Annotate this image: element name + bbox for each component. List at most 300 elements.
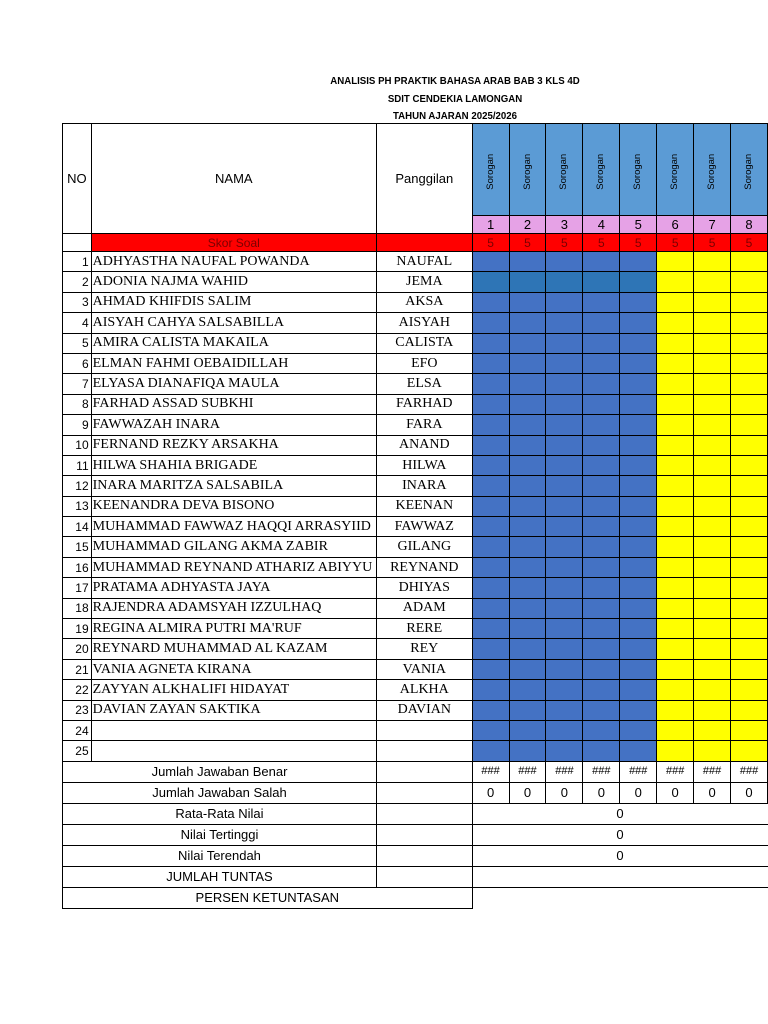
student-name: MUHAMMAD REYNAND ATHARIZ ABIYYU [91,557,376,577]
answer-cell[interactable] [583,741,620,761]
answer-cell[interactable] [472,476,509,496]
student-nickname: FAWWAZ [376,517,472,537]
student-nickname: NAUFAL [376,252,472,272]
answer-cell[interactable] [694,313,731,333]
answer-cell[interactable] [657,496,694,516]
answer-cell[interactable] [620,313,657,333]
student-row [63,435,768,455]
answer-cell[interactable] [620,476,657,496]
answer-cell[interactable] [472,639,509,659]
student-nickname: AKSA [376,292,472,312]
answer-cell[interactable] [509,455,546,475]
answer-cell[interactable] [509,557,546,577]
answer-cell[interactable] [583,578,620,598]
answer-cell[interactable] [731,517,768,537]
answer-cell[interactable] [620,578,657,598]
answer-cell[interactable] [657,557,694,577]
soal-label-header: Sorogan [694,124,731,216]
answer-cell[interactable] [620,415,657,435]
soal-number: 8 [731,216,768,234]
answer-cell[interactable] [731,374,768,394]
student-nickname: FARA [376,415,472,435]
answer-cell[interactable] [731,476,768,496]
answer-cell[interactable] [546,557,583,577]
answer-cell[interactable] [657,313,694,333]
answer-cell[interactable] [657,700,694,720]
answer-cell[interactable] [583,659,620,679]
student-nickname [376,741,472,761]
answer-cell[interactable] [546,252,583,272]
student-no: 11 [63,455,92,475]
answer-cell[interactable] [620,741,657,761]
answer-cell[interactable] [509,720,546,740]
soal-label-header: Sorogan [472,124,509,216]
student-row [63,455,768,475]
student-nickname: JEMA [376,272,472,292]
student-no: 25 [63,741,92,761]
answer-cell[interactable] [546,272,583,292]
answer-cell[interactable] [694,252,731,272]
answer-cell[interactable] [509,700,546,720]
answer-cell[interactable] [546,374,583,394]
student-name: PRATAMA ADHYASTA JAYA [91,578,376,598]
student-row [63,700,768,720]
soal-number: 5 [620,216,657,234]
answer-cell[interactable] [583,598,620,618]
answer-cell[interactable] [583,537,620,557]
answer-cell[interactable] [509,415,546,435]
student-no: 2 [63,272,92,292]
student-nickname: HILWA [376,455,472,475]
answer-cell[interactable] [472,292,509,312]
student-no: 22 [63,680,92,700]
answer-cell[interactable] [509,374,546,394]
answer-cell[interactable] [620,598,657,618]
answer-cell[interactable] [731,598,768,618]
answer-cell[interactable] [620,496,657,516]
nilai-tertinggi-label: Nilai Tertinggi [63,824,377,845]
answer-cell[interactable] [583,272,620,292]
answer-cell[interactable] [657,435,694,455]
answer-cell[interactable] [694,598,731,618]
answer-cell[interactable] [620,557,657,577]
answer-cell[interactable] [509,292,546,312]
skor-value: 5 [583,234,620,252]
soal-number: 3 [546,216,583,234]
answer-cell[interactable] [583,517,620,537]
student-nickname: CALISTA [376,333,472,353]
answer-cell[interactable] [694,496,731,516]
answer-cell[interactable] [657,659,694,679]
student-row [63,680,768,700]
soal-number: 2 [509,216,546,234]
student-row [63,741,768,761]
answer-cell[interactable] [546,720,583,740]
answer-cell[interactable] [731,700,768,720]
answer-cell[interactable] [509,272,546,292]
answer-cell[interactable] [472,374,509,394]
answer-cell[interactable] [694,353,731,373]
answer-cell[interactable] [546,394,583,414]
answer-cell[interactable] [546,496,583,516]
answer-cell[interactable] [620,700,657,720]
answer-cell[interactable] [546,435,583,455]
answer-cell[interactable] [657,680,694,700]
answer-cell[interactable] [731,313,768,333]
answer-cell[interactable] [472,435,509,455]
student-name: ZAYYAN ALKHALIFI HIDAYAT [91,680,376,700]
skor-value: 5 [620,234,657,252]
answer-cell[interactable] [694,435,731,455]
answer-cell[interactable] [620,455,657,475]
answer-cell[interactable] [546,680,583,700]
student-row [63,333,768,353]
answer-cell[interactable] [583,700,620,720]
jumlah-tuntas-value [472,866,767,887]
answer-cell[interactable] [657,455,694,475]
student-no: 24 [63,720,92,740]
student-name: AMIRA CALISTA MAKAILA [91,333,376,353]
student-no: 5 [63,333,92,353]
answer-cell[interactable] [620,537,657,557]
answer-cell[interactable] [657,272,694,292]
answer-cell[interactable] [509,313,546,333]
answer-cell[interactable] [657,720,694,740]
no-header: NO [63,124,92,234]
student-name: FAWWAZAH INARA [91,415,376,435]
persen-ketuntasan-blank [472,887,767,908]
answer-cell[interactable] [731,680,768,700]
answer-cell[interactable] [731,435,768,455]
jumlah-benar-value: ### [583,761,620,782]
answer-cell[interactable] [509,619,546,639]
answer-cell[interactable] [472,353,509,373]
answer-cell[interactable] [620,619,657,639]
jumlah-benar-value: ### [546,761,583,782]
student-row [63,537,768,557]
soal-number: 6 [657,216,694,234]
answer-cell[interactable] [509,517,546,537]
answer-cell[interactable] [509,353,546,373]
answer-cell[interactable] [509,333,546,353]
answer-cell[interactable] [694,578,731,598]
student-name: VANIA AGNETA KIRANA [91,659,376,679]
answer-cell[interactable] [694,455,731,475]
student-no: 4 [63,313,92,333]
answer-cell[interactable] [657,476,694,496]
answer-cell[interactable] [731,557,768,577]
answer-cell[interactable] [620,720,657,740]
answer-cell[interactable] [657,374,694,394]
answer-cell[interactable] [731,292,768,312]
student-name: REGINA ALMIRA PUTRI MA'RUF [91,619,376,639]
answer-cell[interactable] [583,680,620,700]
student-row [63,720,768,740]
answer-cell[interactable] [583,720,620,740]
answer-cell[interactable] [546,619,583,639]
answer-cell[interactable] [583,455,620,475]
answer-cell[interactable] [694,517,731,537]
student-nickname: DAVIAN [376,700,472,720]
answer-cell[interactable] [731,353,768,373]
jumlah-salah-value: 0 [731,782,768,803]
answer-cell[interactable] [472,313,509,333]
student-nickname: FARHAD [376,394,472,414]
answer-cell[interactable] [694,720,731,740]
student-no: 16 [63,557,92,577]
answer-cell[interactable] [509,578,546,598]
answer-cell[interactable] [509,598,546,618]
answer-cell[interactable] [472,455,509,475]
answer-cell[interactable] [657,741,694,761]
answer-cell[interactable] [472,578,509,598]
answer-cell[interactable] [620,333,657,353]
answer-cell[interactable] [694,680,731,700]
answer-cell[interactable] [509,537,546,557]
answer-cell[interactable] [472,415,509,435]
answer-cell[interactable] [657,292,694,312]
answer-cell[interactable] [731,578,768,598]
answer-cell[interactable] [694,333,731,353]
answer-cell[interactable] [694,619,731,639]
answer-cell[interactable] [694,537,731,557]
student-no: 9 [63,415,92,435]
answer-cell[interactable] [694,557,731,577]
answer-cell[interactable] [472,659,509,679]
answer-cell[interactable] [657,517,694,537]
student-no: 17 [63,578,92,598]
answer-cell[interactable] [546,517,583,537]
answer-cell[interactable] [620,659,657,679]
student-no: 18 [63,598,92,618]
answer-cell[interactable] [509,476,546,496]
answer-cell[interactable] [546,598,583,618]
answer-cell[interactable] [694,272,731,292]
student-name [91,720,376,740]
student-name: MUHAMMAD GILANG AKMA ZABIR [91,537,376,557]
student-row [63,598,768,618]
answer-cell[interactable] [657,394,694,414]
answer-cell[interactable] [731,537,768,557]
answer-cell[interactable] [694,659,731,679]
student-nickname: REYNAND [376,557,472,577]
student-name: FERNAND REZKY ARSAKHA [91,435,376,455]
answer-cell[interactable] [472,680,509,700]
student-nickname [376,720,472,740]
student-no: 19 [63,619,92,639]
school-name: SDIT CENDEKIA LAMONGAN [387,93,523,105]
answer-cell[interactable] [509,741,546,761]
student-nickname: ANAND [376,435,472,455]
answer-cell[interactable] [472,598,509,618]
answer-cell[interactable] [657,537,694,557]
student-row [63,272,768,292]
student-name: ELYASA DIANAFIQA MAULA [91,374,376,394]
answer-cell[interactable] [583,394,620,414]
answer-cell[interactable] [731,741,768,761]
answer-cell[interactable] [583,415,620,435]
student-row [63,619,768,639]
answer-cell[interactable] [509,394,546,414]
answer-cell[interactable] [731,639,768,659]
answer-cell[interactable] [583,619,620,639]
answer-cell[interactable] [546,639,583,659]
student-row [63,353,768,373]
answer-cell[interactable] [583,374,620,394]
answer-cell[interactable] [583,435,620,455]
answer-cell[interactable] [546,741,583,761]
academic-year: TAHUN AJARAN 2025/2026 [392,110,518,122]
answer-cell[interactable] [731,272,768,292]
student-no: 8 [63,394,92,414]
answer-cell[interactable] [583,333,620,353]
student-nickname: ALKHA [376,680,472,700]
answer-cell[interactable] [546,313,583,333]
answer-cell[interactable] [546,476,583,496]
answer-cell[interactable] [657,598,694,618]
answer-cell[interactable] [472,333,509,353]
answer-cell[interactable] [620,272,657,292]
answer-cell[interactable] [731,659,768,679]
student-nickname: DHIYAS [376,578,472,598]
answer-cell[interactable] [546,353,583,373]
answer-cell[interactable] [472,394,509,414]
answer-cell[interactable] [620,394,657,414]
student-no: 15 [63,537,92,557]
answer-cell[interactable] [472,496,509,516]
answer-cell[interactable] [694,394,731,414]
answer-cell[interactable] [546,537,583,557]
answer-cell[interactable] [620,639,657,659]
soal-number: 7 [694,216,731,234]
answer-cell[interactable] [583,353,620,373]
student-no: 23 [63,700,92,720]
answer-cell[interactable] [657,639,694,659]
jumlah-benar-label: Jumlah Jawaban Benar [63,761,377,782]
answer-cell[interactable] [731,619,768,639]
answer-cell[interactable] [657,353,694,373]
answer-cell[interactable] [472,537,509,557]
answer-cell[interactable] [731,455,768,475]
jumlah-salah-value: 0 [620,782,657,803]
jumlah-salah-spacer [376,782,472,803]
answer-cell[interactable] [731,496,768,516]
answer-cell[interactable] [472,741,509,761]
answer-cell[interactable] [731,415,768,435]
student-name: INARA MARITZA SALSABILA [91,476,376,496]
answer-cell[interactable] [657,333,694,353]
answer-cell[interactable] [509,496,546,516]
answer-cell[interactable] [583,639,620,659]
answer-cell[interactable] [509,435,546,455]
answer-cell[interactable] [657,415,694,435]
answer-cell[interactable] [694,639,731,659]
answer-cell[interactable] [583,476,620,496]
nilai-tertinggi-spacer [376,824,472,845]
student-nickname: RERE [376,619,472,639]
answer-cell[interactable] [583,252,620,272]
jumlah-salah-value: 0 [546,782,583,803]
soal-label-header: Sorogan [620,124,657,216]
answer-cell[interactable] [472,700,509,720]
answer-cell[interactable] [546,659,583,679]
jumlah-benar-value: ### [509,761,546,782]
student-name: KEENANDRA DEVA BISONO [91,496,376,516]
rata-rata-nilai-value: 0 [472,803,767,824]
answer-cell[interactable] [546,415,583,435]
answer-cell[interactable] [620,680,657,700]
answer-cell[interactable] [583,292,620,312]
jumlah-benar-value: ### [694,761,731,782]
answer-cell[interactable] [472,252,509,272]
answer-cell[interactable] [509,639,546,659]
answer-cell[interactable] [694,374,731,394]
answer-cell[interactable] [731,394,768,414]
nilai-terendah-label: Nilai Terendah [63,845,377,866]
nama-header: NAMA [91,124,376,234]
student-no: 13 [63,496,92,516]
student-no: 10 [63,435,92,455]
answer-cell[interactable] [657,619,694,639]
answer-cell[interactable] [472,517,509,537]
answer-cell[interactable] [546,292,583,312]
answer-cell[interactable] [583,313,620,333]
jumlah-benar-value: ### [472,761,509,782]
answer-cell[interactable] [546,333,583,353]
student-no: 7 [63,374,92,394]
answer-cell[interactable] [731,252,768,272]
answer-cell[interactable] [657,252,694,272]
answer-cell[interactable] [620,252,657,272]
answer-cell[interactable] [694,415,731,435]
jumlah-benar-spacer [376,761,472,782]
answer-cell[interactable] [620,374,657,394]
student-no: 12 [63,476,92,496]
answer-cell[interactable] [546,700,583,720]
answer-cell[interactable] [731,720,768,740]
answer-cell[interactable] [694,741,731,761]
answer-cell[interactable] [620,292,657,312]
answer-cell[interactable] [731,333,768,353]
answer-cell[interactable] [472,557,509,577]
student-name: ADONIA NAJMA WAHID [91,272,376,292]
answer-cell[interactable] [694,292,731,312]
student-row [63,415,768,435]
answer-cell[interactable] [583,557,620,577]
answer-cell[interactable] [546,455,583,475]
answer-cell[interactable] [509,680,546,700]
answer-cell[interactable] [657,578,694,598]
student-nickname: INARA [376,476,472,496]
answer-cell[interactable] [583,496,620,516]
answer-cell[interactable] [694,700,731,720]
answer-cell[interactable] [694,476,731,496]
answer-cell[interactable] [546,578,583,598]
answer-cell[interactable] [620,517,657,537]
answer-cell[interactable] [620,353,657,373]
answer-cell[interactable] [509,252,546,272]
answer-cell[interactable] [472,720,509,740]
student-nickname: REY [376,639,472,659]
student-name: RAJENDRA ADAMSYAH IZZULHAQ [91,598,376,618]
answer-cell[interactable] [620,435,657,455]
student-row [63,557,768,577]
answer-cell[interactable] [509,659,546,679]
jumlah-salah-value: 0 [657,782,694,803]
answer-cell[interactable] [472,619,509,639]
answer-cell[interactable] [472,272,509,292]
student-no: 6 [63,353,92,373]
